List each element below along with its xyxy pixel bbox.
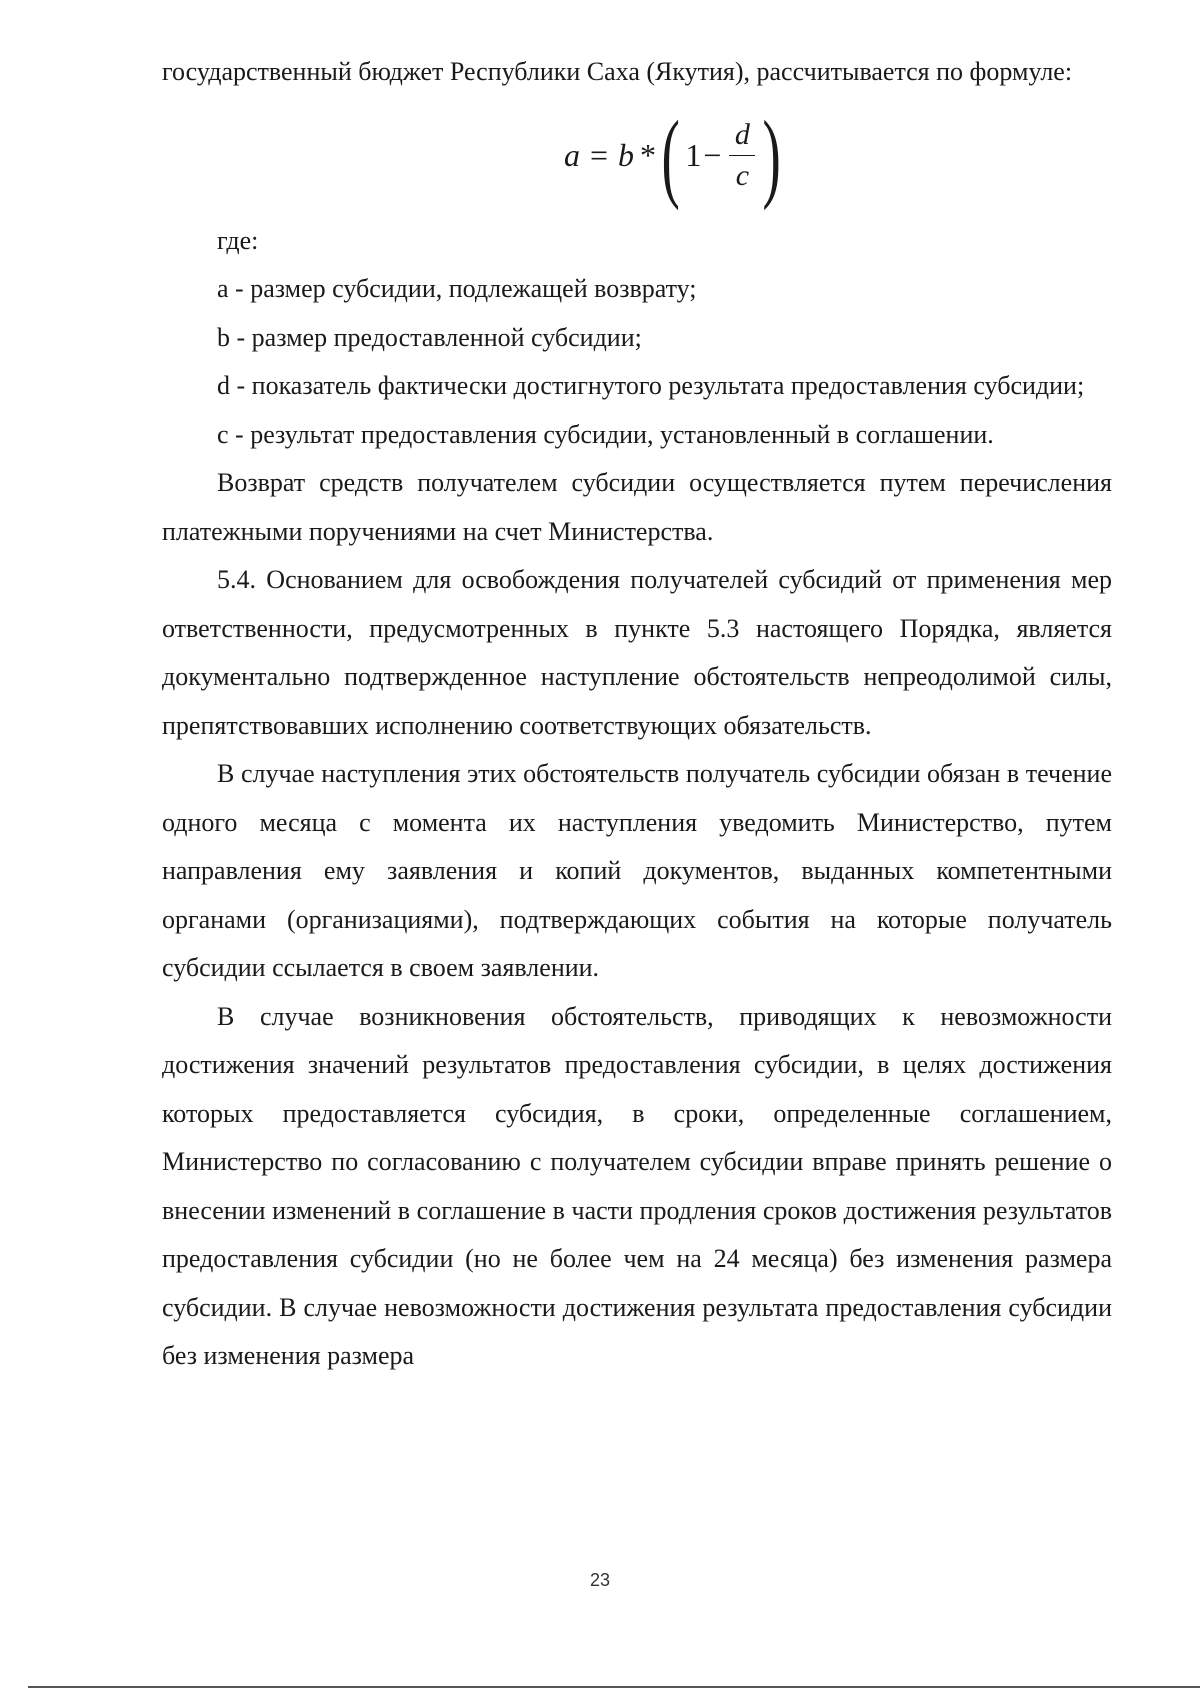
formula-times: * — [640, 137, 657, 173]
formula-lhs: a — [564, 137, 580, 173]
paragraph-notification: В случае наступления этих обстоятельств получатель субсидии обязан в течение одного месяца с момента их наступления уведомить Министерство, путем направления ему заявления и копий документов, выданных компетентными органами (организациями), подтверждающих события на которые получатель субсидии ссылается в своем заявлении. — [162, 759, 1112, 982]
formula-expression — [564, 99, 783, 211]
formula-denominator: c — [735, 159, 750, 192]
paragraph-refund: Возврат средств получателем субсидии осуществляется путем перечисления платежными поручениями на счет Министерства. — [162, 468, 1112, 546]
formula-equals: = — [590, 137, 609, 173]
page-number: 23 — [589, 1570, 611, 1590]
paragraph-extension: В случае возникновения обстоятельств, приводящих к невозможности достижения значений результатов предоставления субсидии, в целях достижения которых предоставляется субсидия, в сроки, определенные соглашением, Министерство по согласованию с получателем субсидии вправе принять решение о внесении изменений в соглашение в части продления сроков достижения результатов предоставления субсидии (но не более чем на 24 месяца) без изменения размера субсидии. В случае невозможности достижения результата предоставления субсидии без изменения размера — [162, 1001, 1112, 1370]
definition-d: d - показатель фактически достигнутого результата предоставления субсидии; — [217, 371, 1085, 400]
formula-fraction — [729, 118, 755, 193]
document-page — [162, 48, 1112, 1381]
formula — [162, 101, 1112, 211]
where-label: где: — [217, 225, 259, 255]
fraction-bar — [729, 155, 755, 156]
formula-one: 1 — [685, 137, 702, 173]
formula-minus: − — [703, 137, 722, 173]
paragraph-5-4: 5.4. Основанием для освобождения получателей субсидий от применения мер ответственности, предусмотренных в пункте 5.3 настоящего Порядка, является документально подтвержденное наступление обстоятельств непреодолимой силы, препятствовавших исполнению соответствующих обязательств. — [162, 565, 1112, 740]
definition-b: b - размер предоставленной субсидии; — [217, 322, 642, 352]
formula-open-paren: ( — [661, 99, 680, 211]
formula-coef: b — [618, 137, 635, 173]
formula-close-paren: ) — [762, 99, 782, 211]
definition-c: c - результат предоставления субсидии, установленный в соглашении. — [217, 419, 994, 449]
definition-a: a - размер субсидии, подлежащей возврату; — [217, 274, 697, 303]
formula-numerator: d — [734, 118, 750, 151]
intro-text: государственный бюджет Республики Саха (Якутия), рассчитывается по формуле: — [162, 57, 1073, 86]
bottom-rule — [28, 1686, 1200, 1688]
